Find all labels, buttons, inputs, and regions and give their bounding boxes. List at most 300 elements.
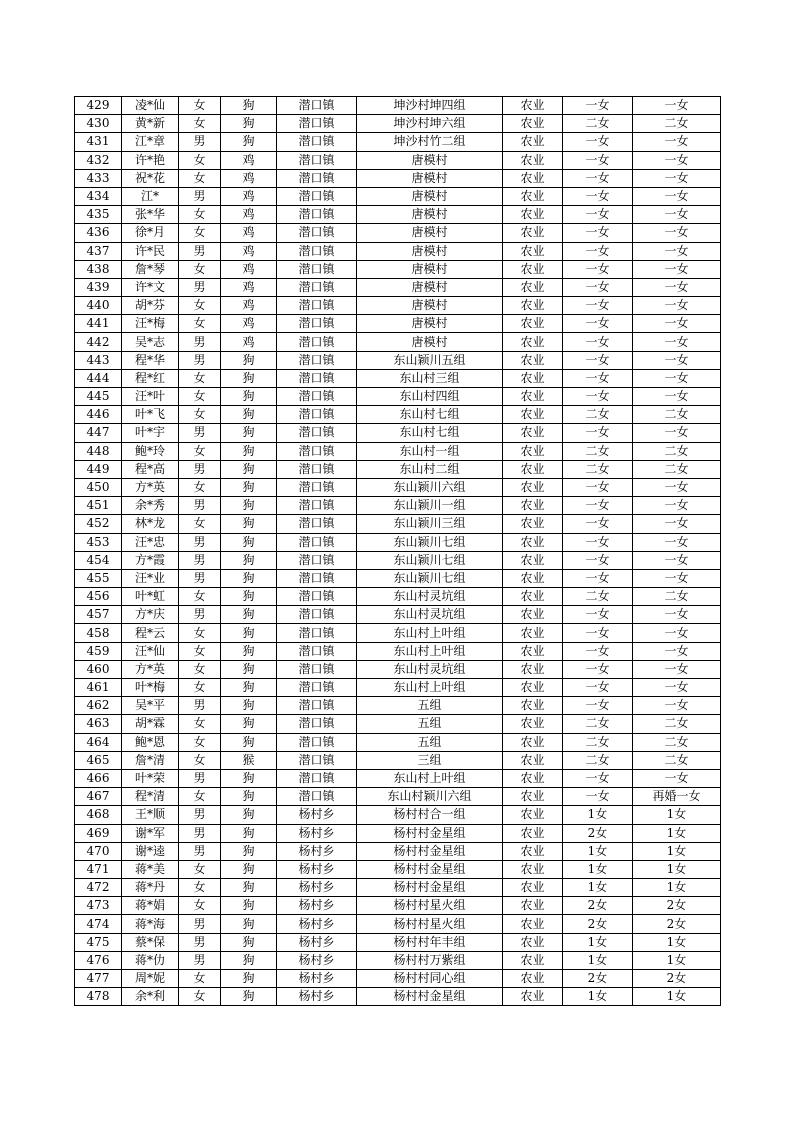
gender-cell: 男 <box>179 569 221 587</box>
row-number-cell: 461 <box>75 679 122 697</box>
gender-cell: 男 <box>179 806 221 824</box>
zodiac-cell: 鸡 <box>221 315 277 333</box>
children-current-cell: 二女 <box>633 115 721 133</box>
table-row <box>75 315 721 333</box>
village-group-cell: 东山颖川一组 <box>357 497 503 515</box>
name-cell: 胡*霖 <box>122 715 179 733</box>
children-before-cell: 一女 <box>563 679 633 697</box>
table-row <box>75 897 721 915</box>
children-before-cell: 一女 <box>563 697 633 715</box>
gender-cell: 男 <box>179 842 221 860</box>
zodiac-cell: 狗 <box>221 133 277 151</box>
row-number-cell: 440 <box>75 297 122 315</box>
village-group-cell: 东山村一组 <box>357 442 503 460</box>
household-type-cell: 农业 <box>503 751 563 769</box>
children-before-cell: 一女 <box>563 369 633 387</box>
household-type-cell: 农业 <box>503 442 563 460</box>
children-current-cell: 一女 <box>633 551 721 569</box>
row-number-cell: 447 <box>75 424 122 442</box>
row-number-cell: 469 <box>75 824 122 842</box>
household-type-cell: 农业 <box>503 497 563 515</box>
township-cell: 潜口镇 <box>277 242 357 260</box>
name-cell: 叶*荣 <box>122 769 179 787</box>
township-cell: 潜口镇 <box>277 442 357 460</box>
children-current-cell: 一女 <box>633 278 721 296</box>
zodiac-cell: 狗 <box>221 970 277 988</box>
household-type-cell: 农业 <box>503 187 563 205</box>
record-table <box>74 96 721 1006</box>
gender-cell: 女 <box>179 860 221 878</box>
children-current-cell: 1女 <box>633 879 721 897</box>
children-current-cell: 二女 <box>633 733 721 751</box>
household-type-cell: 农业 <box>503 206 563 224</box>
gender-cell: 女 <box>179 169 221 187</box>
village-group-cell: 杨村村金星组 <box>357 824 503 842</box>
zodiac-cell: 鸡 <box>221 278 277 296</box>
village-group-cell: 东山颖川三组 <box>357 515 503 533</box>
children-current-cell: 1女 <box>633 951 721 969</box>
zodiac-cell: 狗 <box>221 769 277 787</box>
household-type-cell: 农业 <box>503 897 563 915</box>
children-before-cell: 一女 <box>563 351 633 369</box>
children-before-cell: 1女 <box>563 933 633 951</box>
children-current-cell: 二女 <box>633 406 721 424</box>
village-group-cell: 东山村灵坑组 <box>357 660 503 678</box>
village-group-cell: 杨村村合一组 <box>357 806 503 824</box>
name-cell: 余*秀 <box>122 497 179 515</box>
gender-cell: 女 <box>179 442 221 460</box>
name-cell: 许*艳 <box>122 151 179 169</box>
zodiac-cell: 狗 <box>221 406 277 424</box>
children-before-cell: 一女 <box>563 497 633 515</box>
household-type-cell: 农业 <box>503 642 563 660</box>
township-cell: 潜口镇 <box>277 278 357 296</box>
household-type-cell: 农业 <box>503 533 563 551</box>
children-current-cell: 一女 <box>633 297 721 315</box>
household-type-cell: 农业 <box>503 315 563 333</box>
gender-cell: 男 <box>179 460 221 478</box>
table-row <box>75 388 721 406</box>
name-cell: 汪*仙 <box>122 642 179 660</box>
township-cell: 潜口镇 <box>277 569 357 587</box>
row-number-cell: 443 <box>75 351 122 369</box>
village-group-cell: 五组 <box>357 715 503 733</box>
table-row <box>75 442 721 460</box>
row-number-cell: 434 <box>75 187 122 205</box>
table-row <box>75 497 721 515</box>
village-group-cell: 唐模村 <box>357 242 503 260</box>
gender-cell: 男 <box>179 533 221 551</box>
name-cell: 蒋*海 <box>122 915 179 933</box>
row-number-cell: 432 <box>75 151 122 169</box>
village-group-cell: 东山村四组 <box>357 388 503 406</box>
zodiac-cell: 鸡 <box>221 260 277 278</box>
row-number-cell: 437 <box>75 242 122 260</box>
village-group-cell: 东山村七组 <box>357 406 503 424</box>
name-cell: 谢*逵 <box>122 842 179 860</box>
household-type-cell: 农业 <box>503 988 563 1006</box>
table-row <box>75 933 721 951</box>
row-number-cell: 446 <box>75 406 122 424</box>
village-group-cell: 杨村村金星组 <box>357 988 503 1006</box>
name-cell: 许*民 <box>122 242 179 260</box>
name-cell: 詹*清 <box>122 751 179 769</box>
township-cell: 杨村乡 <box>277 933 357 951</box>
zodiac-cell: 狗 <box>221 806 277 824</box>
zodiac-cell: 狗 <box>221 642 277 660</box>
zodiac-cell: 狗 <box>221 988 277 1006</box>
table-row <box>75 860 721 878</box>
zodiac-cell: 鸡 <box>221 242 277 260</box>
zodiac-cell: 狗 <box>221 897 277 915</box>
children-current-cell: 一女 <box>633 369 721 387</box>
row-number-cell: 435 <box>75 206 122 224</box>
gender-cell: 男 <box>179 951 221 969</box>
village-group-cell: 杨村村金星组 <box>357 879 503 897</box>
zodiac-cell: 狗 <box>221 497 277 515</box>
village-group-cell: 杨村村星火组 <box>357 915 503 933</box>
children-before-cell: 2女 <box>563 897 633 915</box>
row-number-cell: 436 <box>75 224 122 242</box>
township-cell: 潜口镇 <box>277 388 357 406</box>
household-type-cell: 农业 <box>503 951 563 969</box>
row-number-cell: 441 <box>75 315 122 333</box>
township-cell: 杨村乡 <box>277 951 357 969</box>
children-before-cell: 1女 <box>563 860 633 878</box>
household-type-cell: 农业 <box>503 169 563 187</box>
table-row <box>75 460 721 478</box>
children-before-cell: 一女 <box>563 569 633 587</box>
name-cell: 祝*花 <box>122 169 179 187</box>
name-cell: 凌*仙 <box>122 97 179 115</box>
gender-cell: 男 <box>179 824 221 842</box>
zodiac-cell: 狗 <box>221 788 277 806</box>
row-number-cell: 478 <box>75 988 122 1006</box>
household-type-cell: 农业 <box>503 606 563 624</box>
zodiac-cell: 狗 <box>221 351 277 369</box>
township-cell: 潜口镇 <box>277 406 357 424</box>
children-current-cell: 1女 <box>633 988 721 1006</box>
township-cell: 潜口镇 <box>277 533 357 551</box>
table-row <box>75 606 721 624</box>
household-type-cell: 农业 <box>503 733 563 751</box>
township-cell: 潜口镇 <box>277 206 357 224</box>
zodiac-cell: 狗 <box>221 515 277 533</box>
household-type-cell: 农业 <box>503 133 563 151</box>
table-body <box>75 97 721 1006</box>
village-group-cell: 东山颖川七组 <box>357 533 503 551</box>
name-cell: 叶*宇 <box>122 424 179 442</box>
village-group-cell: 东山颖川七组 <box>357 569 503 587</box>
children-before-cell: 一女 <box>563 242 633 260</box>
zodiac-cell: 狗 <box>221 915 277 933</box>
children-before-cell: 2女 <box>563 915 633 933</box>
township-cell: 潜口镇 <box>277 715 357 733</box>
children-before-cell: 二女 <box>563 442 633 460</box>
zodiac-cell: 鸡 <box>221 206 277 224</box>
township-cell: 潜口镇 <box>277 751 357 769</box>
village-group-cell: 唐模村 <box>357 315 503 333</box>
row-number-cell: 477 <box>75 970 122 988</box>
gender-cell: 男 <box>179 933 221 951</box>
row-number-cell: 473 <box>75 897 122 915</box>
village-group-cell: 东山村二组 <box>357 460 503 478</box>
township-cell: 潜口镇 <box>277 624 357 642</box>
name-cell: 蔡*保 <box>122 933 179 951</box>
gender-cell: 女 <box>179 642 221 660</box>
name-cell: 叶*虹 <box>122 588 179 606</box>
row-number-cell: 429 <box>75 97 122 115</box>
household-type-cell: 农业 <box>503 933 563 951</box>
township-cell: 潜口镇 <box>277 133 357 151</box>
children-before-cell: 一女 <box>563 315 633 333</box>
children-before-cell: 二女 <box>563 715 633 733</box>
name-cell: 方*庆 <box>122 606 179 624</box>
zodiac-cell: 鸡 <box>221 297 277 315</box>
table-row <box>75 624 721 642</box>
row-number-cell: 448 <box>75 442 122 460</box>
row-number-cell: 466 <box>75 769 122 787</box>
row-number-cell: 471 <box>75 860 122 878</box>
children-before-cell: 一女 <box>563 551 633 569</box>
household-type-cell: 农业 <box>503 478 563 496</box>
children-before-cell: 一女 <box>563 642 633 660</box>
zodiac-cell: 鸡 <box>221 169 277 187</box>
children-current-cell: 一女 <box>633 624 721 642</box>
children-current-cell: 一女 <box>633 351 721 369</box>
zodiac-cell: 狗 <box>221 369 277 387</box>
village-group-cell: 唐模村 <box>357 260 503 278</box>
zodiac-cell: 狗 <box>221 660 277 678</box>
village-group-cell: 唐模村 <box>357 187 503 205</box>
gender-cell: 男 <box>179 351 221 369</box>
household-type-cell: 农业 <box>503 660 563 678</box>
row-number-cell: 462 <box>75 697 122 715</box>
zodiac-cell: 狗 <box>221 606 277 624</box>
children-current-cell: 一女 <box>633 242 721 260</box>
village-group-cell: 唐模村 <box>357 224 503 242</box>
gender-cell: 女 <box>179 369 221 387</box>
name-cell: 吴*平 <box>122 697 179 715</box>
village-group-cell: 唐模村 <box>357 297 503 315</box>
children-before-cell: 一女 <box>563 533 633 551</box>
table-row <box>75 551 721 569</box>
table-row <box>75 951 721 969</box>
village-group-cell: 东山村上叶组 <box>357 769 503 787</box>
name-cell: 程*红 <box>122 369 179 387</box>
children-before-cell: 2女 <box>563 824 633 842</box>
name-cell: 方*英 <box>122 478 179 496</box>
gender-cell: 女 <box>179 970 221 988</box>
gender-cell: 女 <box>179 515 221 533</box>
children-current-cell: 二女 <box>633 751 721 769</box>
children-before-cell: 一女 <box>563 224 633 242</box>
zodiac-cell: 狗 <box>221 933 277 951</box>
township-cell: 潜口镇 <box>277 333 357 351</box>
village-group-cell: 东山村灵坑组 <box>357 606 503 624</box>
table-row <box>75 333 721 351</box>
row-number-cell: 457 <box>75 606 122 624</box>
children-before-cell: 1女 <box>563 951 633 969</box>
name-cell: 江*章 <box>122 133 179 151</box>
zodiac-cell: 狗 <box>221 388 277 406</box>
children-before-cell: 一女 <box>563 187 633 205</box>
row-number-cell: 453 <box>75 533 122 551</box>
gender-cell: 女 <box>179 151 221 169</box>
zodiac-cell: 鸡 <box>221 333 277 351</box>
gender-cell: 女 <box>179 588 221 606</box>
household-type-cell: 农业 <box>503 224 563 242</box>
gender-cell: 女 <box>179 879 221 897</box>
gender-cell: 女 <box>179 478 221 496</box>
zodiac-cell: 狗 <box>221 551 277 569</box>
gender-cell: 女 <box>179 715 221 733</box>
children-current-cell: 一女 <box>633 206 721 224</box>
table-row <box>75 97 721 115</box>
household-type-cell: 农业 <box>503 333 563 351</box>
children-before-cell: 二女 <box>563 733 633 751</box>
gender-cell: 男 <box>179 333 221 351</box>
table-row <box>75 478 721 496</box>
zodiac-cell: 狗 <box>221 533 277 551</box>
township-cell: 潜口镇 <box>277 606 357 624</box>
children-current-cell: 一女 <box>633 478 721 496</box>
children-before-cell: 1女 <box>563 988 633 1006</box>
household-type-cell: 农业 <box>503 406 563 424</box>
zodiac-cell: 狗 <box>221 951 277 969</box>
gender-cell: 女 <box>179 315 221 333</box>
township-cell: 潜口镇 <box>277 115 357 133</box>
children-current-cell: 2女 <box>633 970 721 988</box>
household-type-cell: 农业 <box>503 588 563 606</box>
table-row <box>75 806 721 824</box>
zodiac-cell: 狗 <box>221 97 277 115</box>
children-before-cell: 一女 <box>563 206 633 224</box>
gender-cell: 男 <box>179 697 221 715</box>
name-cell: 徐*月 <box>122 224 179 242</box>
name-cell: 叶*飞 <box>122 406 179 424</box>
row-number-cell: 438 <box>75 260 122 278</box>
row-number-cell: 472 <box>75 879 122 897</box>
gender-cell: 女 <box>179 115 221 133</box>
row-number-cell: 458 <box>75 624 122 642</box>
household-type-cell: 农业 <box>503 351 563 369</box>
zodiac-cell: 狗 <box>221 879 277 897</box>
township-cell: 潜口镇 <box>277 169 357 187</box>
name-cell: 江* <box>122 187 179 205</box>
children-current-cell: 一女 <box>633 187 721 205</box>
row-number-cell: 470 <box>75 842 122 860</box>
township-cell: 潜口镇 <box>277 660 357 678</box>
household-type-cell: 农业 <box>503 260 563 278</box>
household-type-cell: 农业 <box>503 388 563 406</box>
table-row <box>75 879 721 897</box>
village-group-cell: 杨村村同心组 <box>357 970 503 988</box>
gender-cell: 男 <box>179 133 221 151</box>
children-current-cell: 一女 <box>633 388 721 406</box>
table-row <box>75 569 721 587</box>
village-group-cell: 东山颖川七组 <box>357 551 503 569</box>
table-row <box>75 515 721 533</box>
gender-cell: 女 <box>179 206 221 224</box>
table-row <box>75 715 721 733</box>
table-row <box>75 751 721 769</box>
village-group-cell: 东山颖川六组 <box>357 478 503 496</box>
township-cell: 杨村乡 <box>277 988 357 1006</box>
children-before-cell: 一女 <box>563 169 633 187</box>
gender-cell: 男 <box>179 187 221 205</box>
row-number-cell: 476 <box>75 951 122 969</box>
row-number-cell: 463 <box>75 715 122 733</box>
children-current-cell: 1女 <box>633 806 721 824</box>
gender-cell: 男 <box>179 497 221 515</box>
name-cell: 汪*忠 <box>122 533 179 551</box>
table-row <box>75 206 721 224</box>
zodiac-cell: 狗 <box>221 588 277 606</box>
children-before-cell: 一女 <box>563 333 633 351</box>
village-group-cell: 东山村七组 <box>357 424 503 442</box>
table-row <box>75 642 721 660</box>
household-type-cell: 农业 <box>503 788 563 806</box>
name-cell: 王*顺 <box>122 806 179 824</box>
zodiac-cell: 鸡 <box>221 151 277 169</box>
children-current-cell: 2女 <box>633 915 721 933</box>
name-cell: 詹*琴 <box>122 260 179 278</box>
row-number-cell: 444 <box>75 369 122 387</box>
children-before-cell: 一女 <box>563 151 633 169</box>
name-cell: 吴*志 <box>122 333 179 351</box>
township-cell: 潜口镇 <box>277 478 357 496</box>
table-row <box>75 533 721 551</box>
children-current-cell: 一女 <box>633 497 721 515</box>
children-before-cell: 1女 <box>563 842 633 860</box>
gender-cell: 男 <box>179 551 221 569</box>
row-number-cell: 445 <box>75 388 122 406</box>
name-cell: 谢*军 <box>122 824 179 842</box>
township-cell: 潜口镇 <box>277 97 357 115</box>
table-row <box>75 788 721 806</box>
table-row <box>75 260 721 278</box>
row-number-cell: 449 <box>75 460 122 478</box>
name-cell: 周*妮 <box>122 970 179 988</box>
children-before-cell: 1女 <box>563 879 633 897</box>
row-number-cell: 454 <box>75 551 122 569</box>
township-cell: 潜口镇 <box>277 515 357 533</box>
children-before-cell: 一女 <box>563 606 633 624</box>
gender-cell: 女 <box>179 97 221 115</box>
gender-cell: 女 <box>179 406 221 424</box>
zodiac-cell: 狗 <box>221 460 277 478</box>
zodiac-cell: 猴 <box>221 751 277 769</box>
row-number-cell: 474 <box>75 915 122 933</box>
children-current-cell: 1女 <box>633 842 721 860</box>
gender-cell: 女 <box>179 988 221 1006</box>
village-group-cell: 唐模村 <box>357 151 503 169</box>
children-current-cell: 1女 <box>633 860 721 878</box>
children-current-cell: 一女 <box>633 533 721 551</box>
name-cell: 方*英 <box>122 660 179 678</box>
table-row <box>75 133 721 151</box>
zodiac-cell: 狗 <box>221 824 277 842</box>
children-before-cell: 一女 <box>563 660 633 678</box>
gender-cell: 男 <box>179 278 221 296</box>
township-cell: 潜口镇 <box>277 369 357 387</box>
household-type-cell: 农业 <box>503 879 563 897</box>
village-group-cell: 三组 <box>357 751 503 769</box>
household-type-cell: 农业 <box>503 860 563 878</box>
gender-cell: 男 <box>179 769 221 787</box>
household-type-cell: 农业 <box>503 624 563 642</box>
